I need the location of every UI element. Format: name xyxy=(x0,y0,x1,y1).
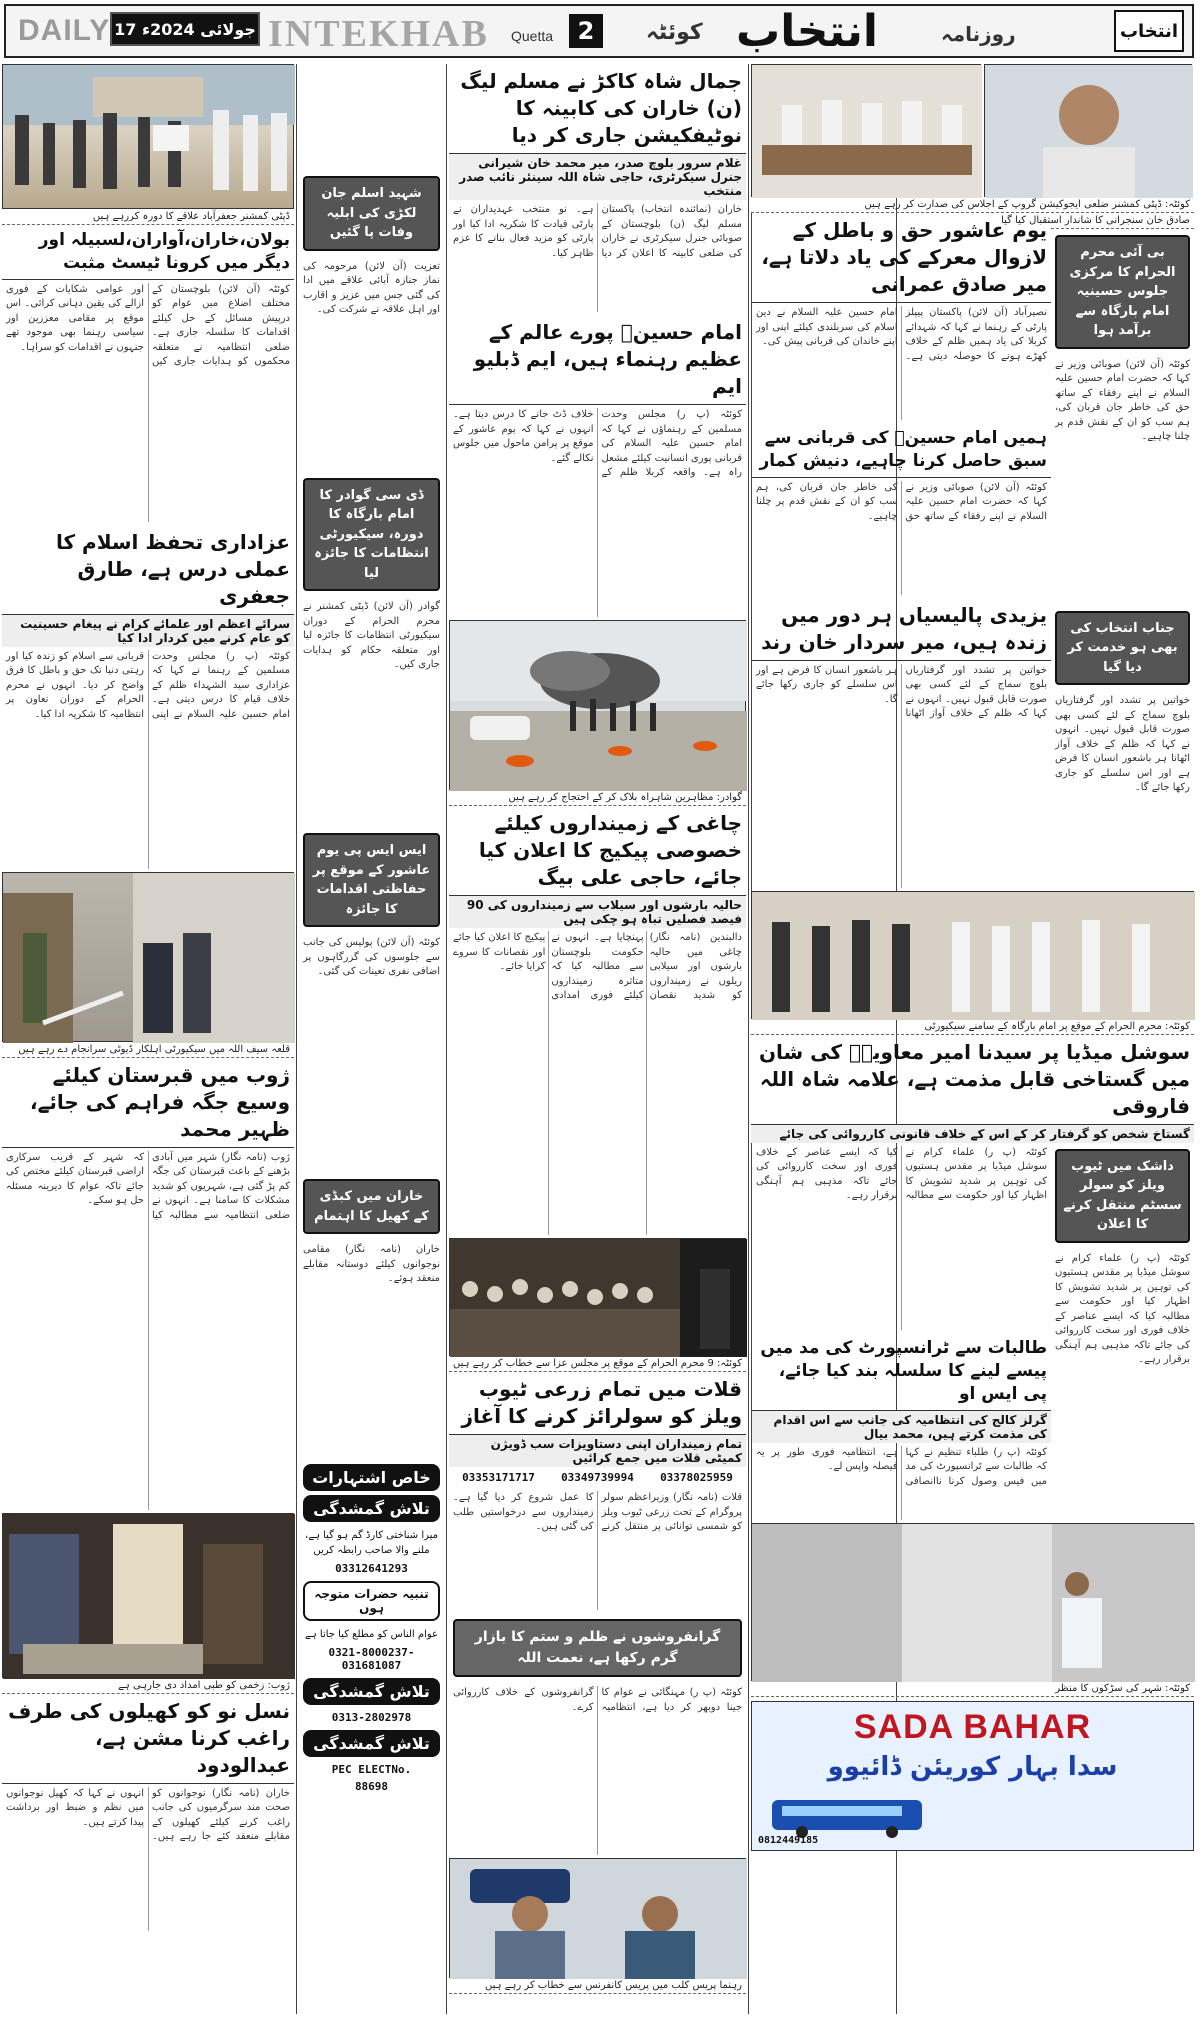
classified-heading: تلاش گمشدگی xyxy=(303,1495,440,1522)
article-body: خاران (نامہ نگار) مقامی نوجوانوں کیلئے دوستانہ مقابلے منعقد ہوئے۔ xyxy=(303,1244,440,1284)
headline: یزیدی پالیسیاں ہر دور میں زندہ ہیں، میر سردار خان رند xyxy=(752,598,1051,661)
classified-text: PEC ELECTNo. xyxy=(331,1763,412,1776)
column-divider xyxy=(748,64,749,2014)
urdu-title: انتخاب xyxy=(736,6,879,57)
newspaper-logo: انتخاب xyxy=(1114,10,1184,52)
right-main-2 xyxy=(751,1143,1051,1523)
photo-people-walking xyxy=(3,65,295,210)
ad-phone: 0812449185 xyxy=(758,1834,819,1846)
notice-box: ڈی سی گوادر کا امام بارگاہ کا دورہ، سیکیورٹی انتظامات کا جائزہ لیا xyxy=(303,478,440,592)
photo-caption: قلعہ سیف اللہ میں سیکیورٹی اہلکار ڈیوٹی سرانجام دے رہے ہیں xyxy=(2,1042,294,1058)
headline: یوم عاشور حق و باطل کے لازوال معرکے کی یاد دلاتا ہے، میر صادق عمرانی xyxy=(752,213,1051,303)
article-body: قلات (نامہ نگار) وزیراعظم سولر پروگرام کے تحت زرعی ٹیوب ویلز کو شمسی توانائی پر منتقل کرنے کا عمل شروع کر دیا گیا ہے۔ زمینداروں سے درخواستیں طلب کی گئی ہیں۔ xyxy=(453,1492,742,1532)
headline: جمال شاہ کاکڑ نے مسلم لیگ (ن) خاران کی کابینہ کا نوٹیفکیشن جاری کر دیا xyxy=(449,64,746,154)
article-body: خواتین پر تشدد اور گرفتاریاں بلوچ سماج کے لئے کسی بھی صورت قابل قبول نہیں۔ انہوں نے کہا کہ ظلم کے خلاف آواز اٹھانا ہر باشعور انسان کا فرض ہے اور اس سلسلے کو جاری رکھا جائے گا۔ xyxy=(756,664,1047,720)
notice-box: جناب انتخاب کی بھی ہو خدمت کر دیا گیا xyxy=(1055,611,1190,686)
article-body: کوئٹہ (پ ر) علماء کرام نے سوشل میڈیا پر مقدس ہستیوں کی توہین پر شدید تشویش کا اظہار کیا اور حکومت سے مطالبہ کیا کہ ایسے عناصر کے خلاف فوری اور سخت کارروائی کی جائے تاکہ مذہبی ہم آہنگی برقرار رہے۔ xyxy=(756,1146,1047,1202)
photo-security-street xyxy=(752,892,1195,1020)
photo-row xyxy=(751,64,1194,197)
photo-injured-treatment xyxy=(3,1514,295,1679)
photo-security-personnel xyxy=(3,873,295,1043)
photo-portrait xyxy=(985,65,1193,198)
article-body: خاران (نمائندہ انتخاب) پاکستان مسلم لیگ (ن) بلوچستان کے صوبائی جنرل سیکرٹری نے خاران کی ضلعی کابینہ کا اعلان کر دیا ہے۔ نو منتخب عہدیداران نے پارٹی قیادت کا شکریہ ادا کیا اور پارٹی کو مزید فعال بنانے کا عزم ظاہر کیا۔ xyxy=(453,204,742,259)
classified-title: خاص اشتہارات xyxy=(303,1464,440,1491)
article-body: دالبندین (نامہ نگار) چاغی میں حالیہ بارشوں اور سیلابی ریلوں نے زمینداروں کو شدید نقصان پہنچایا ہے۔ انہوں نے حکومت بلوچستان سے مطالبہ کیا کہ متاثرہ زمینداروں کیلئے فوری امدادی پیکیج کا اعلان کیا جائے اور نقصانات کا سروے کرایا جائے۔ xyxy=(453,932,742,1001)
right-split-2 xyxy=(751,1143,1194,1523)
headline: ژوب میں قبرستان کیلئے وسیع جگہ فراہم کی جائے، ظہیر محمد xyxy=(2,1058,294,1148)
photo-caption: ڈپٹی کمشنر جعفرآباد علاقے کا دورہ کررہے ہیں xyxy=(2,209,294,225)
right-side xyxy=(1001,213,1194,891)
headline: سوشل میڈیا پر سیدنا امیر معاویہؓ کی شان میں گستاخی قابل مذمت ہے، علامہ شاہ اللہ فاروقی xyxy=(751,1035,1194,1125)
phone-list xyxy=(449,1467,746,1488)
english-title: INTEKHAB xyxy=(268,13,489,55)
classified-phone: 88698 xyxy=(354,1780,389,1793)
article-body: خاران (نامہ نگار) نوجوانوں کو صحت مند سرگرمیوں کی جانب راغب کرنے کیلئے کھیلوں کے مقابلے منعقد کئے جا رہے ہیں۔ انہوں نے کہا کہ کھیل نوجوانوں میں نظم و ضبط اور برداشت پیدا کرتے ہیں۔ xyxy=(6,1787,290,1843)
headline: ہمیں امام حسینؑ کی قربانی سے سبق حاصل کرنا چاہیے، دنیش کمار xyxy=(752,423,1051,478)
classified-phone: 03312641293 xyxy=(335,1562,408,1575)
phone-number: 03378025959 xyxy=(660,1471,733,1484)
subheadline: حالیہ بارشوں اور سیلاب سے زمینداروں کی 90 فیصد فصلیں تباہ ہو چکی ہیں xyxy=(449,896,746,928)
headline: بولان،خاران،آواران،لسبیلہ اور دیگر میں کرونا ٹیسٹ مثبت xyxy=(2,225,294,280)
headline: نسل نو کو کھیلوں کی طرف راغب کرنا مشن ہے، عبدالودود xyxy=(2,1694,294,1784)
classified-text: عوام الناس کو مطلع کیا جاتا ہے xyxy=(305,1629,438,1640)
right-main xyxy=(751,213,1051,891)
article-body: کوئٹہ (آن لائن) بلوچستان کے مختلف اضلاع میں عوام کو درپیش مسائل کے حل کیلئے اقدامات کا سلسلہ جاری ہے۔ ضلعی انتظامیہ نے متعلقہ محکموں کو ہدایات جاری کیں اور عوامی شکایات کے فوری ازالے کی یقین دہانی کرائی۔ اس موقع پر مقامی معززین اور سیاسی رہنما بھی موجود تھے جنہوں نے اقدامات کو سراہا۔ xyxy=(6,283,290,368)
news-photo xyxy=(449,1858,746,1978)
article-body: کوئٹہ (پ ر) مجلس وحدت مسلمین کے رہنماؤں نے کہا کہ امام حسین علیہ السلام کی قربانی پوری انسانیت کیلئے مشعل راہ ہے۔ واقعہ کربلا ظلم کے خلاف ڈٹ جانے کا درس دیتا ہے۔ انہوں نے کہا کہ یوم عاشور کے موقع پر پرامن ماحول میں جلوس نکالے گئے۔ xyxy=(453,409,742,478)
article-body: کوئٹہ (آن لائن) صوبائی وزیر نے کہا کہ حضرت امام حسین علیہ السلام نے اپنے رفقاء کے ساتھ حق کی خاطر جان قربان کی، ہم سب کو ان کے نقش قدم پر چلنا چاہیے۔ xyxy=(756,481,1047,522)
subheadline: گستاخ شخص کو گرفتار کر کے اس کے خلاف قانونی کارروائی کی جائے xyxy=(751,1125,1194,1143)
article-body: ژوب (نامہ نگار) شہر میں آبادی بڑھنے کے باعث قبرستان کی جگہ کم پڑ گئی ہے، شہریوں کو شدید مشکلات کا سامنا ہے۔ انہوں نے ضلعی انتظامیہ سے مطالبہ کیا کہ شہر کے قریب سرکاری اراضی قبرستان کیلئے مختص کی جائے تاکہ عوام کا دیرینہ مسئلہ حل ہو سکے۔ xyxy=(6,1151,290,1221)
photo-caption: کوئٹہ: شہر کی سڑکوں کا منظر xyxy=(751,1681,1194,1697)
news-photo xyxy=(2,64,294,209)
photo-caption: رہنما پریس کلب میں پریس کانفرنس سے خطاب کر رہے ہیں xyxy=(449,1978,746,1994)
headline: عزاداری تحفظ اسلام کا عملی درس ہے، طارق جعفری xyxy=(2,525,294,615)
notice-box: خاران میں کبڈی کے کھیل کا اہتمام xyxy=(303,1179,440,1234)
article-body: کوئٹہ (پ ر) مجلس وحدت مسلمین کے رہنما نے کہا کہ عزاداری سید الشہداء ظلم کے خلاف قیام کا درس دیتی ہے۔ امام حسین علیہ السلام نے اپنی قربانی سے اسلام کو زندہ کیا اور رہتی دنیا تک حق و باطل کا فرق واضح کر دیا۔ انہوں نے محرم الحرام کے دوران تعاون پر انتظامیہ کا شکریہ ادا کیا۔ xyxy=(6,650,290,720)
headline: طالبات سے ٹرانسپورٹ کی مد میں پیسے لینے کا سلسلہ بند کیا جائے، پی ایس او xyxy=(752,1333,1051,1411)
city-label: Quetta xyxy=(511,28,554,44)
bus-icon xyxy=(772,1794,922,1838)
masthead xyxy=(4,4,1194,58)
classified-text: میرا شناختی کارڈ گم ہو گیا ہے، ملنے والا صاحب رابطہ کریں xyxy=(304,1530,439,1556)
roznama-label: روزنامہ xyxy=(941,22,1016,46)
photo-caption: کوئٹہ: 9 محرم الحرام کے موقع پر مجلس عزا سے خطاب کر رہے ہیں xyxy=(449,1356,746,1372)
article-body: کوئٹہ (آن لائن) صوبائی وزیر نے کہا کہ حضرت امام حسین علیہ السلام نے اپنے رفقاء کے ساتھ حق کی خاطر جان قربان کی، ہم سب کو ان کے نقش قدم پر چلنا چاہیے۔ xyxy=(1055,358,1190,442)
subheadline: گرلز کالج کی انتظامیہ کی جانب سے اس اقدام کی مذمت کرتے ہیں، محمد بیال xyxy=(752,1411,1051,1443)
ad-brand-english: SADA BAHAR xyxy=(853,1707,1092,1746)
photo-street-view xyxy=(752,1524,1195,1682)
notice-box: بی آئی محرم الحرام کا مرکزی جلوس حسینیہ امام بارگاہ سے برآمد ہوا xyxy=(1055,235,1190,349)
news-photo xyxy=(751,891,1194,1019)
phone-number: 03349739994 xyxy=(561,1471,634,1484)
photo-majlis-gathering xyxy=(450,1239,747,1357)
news-photo xyxy=(751,64,981,197)
news-photo xyxy=(2,1513,294,1678)
headline-box: گرانفروشوں نے ظلم و ستم کا بازار گرم رکھا ہے، نعمت اللہ xyxy=(453,1619,742,1677)
right-side-2 xyxy=(1051,1143,1194,1523)
center-column xyxy=(449,64,746,1994)
news-photo xyxy=(449,620,746,790)
subheadline: غلام سرور بلوچ صدر، میر محمد خان شیرانی جنرل سیکرٹری، حاجی شاہ اللہ سینئر نائب صدر منتخب xyxy=(449,154,746,200)
photo-meeting xyxy=(752,65,982,198)
classified-phone: 0313-2802978 xyxy=(331,1711,412,1724)
news-photo xyxy=(984,64,1192,197)
subheadline: تمام زمینداران اپنی دستاویزات سب ڈویژن کمیٹی قلات میں جمع کرائیں xyxy=(449,1435,746,1467)
photo-caption: کوئٹہ: ڈپٹی کمشنر ضلعی ایجوکیشن گروپ کے اجلاس کی صدارت کر رہے ہیں xyxy=(751,197,1194,213)
photo-road-protest xyxy=(450,621,747,791)
headline: امام حسینؑ پورے عالم کے عظیم رہنماء ہیں، ایم ڈبلیو ایم xyxy=(449,315,746,405)
notice-box: شہید اسلم جان لکڑی کی ابلیہ وفات پا گئیں xyxy=(303,176,440,251)
urdu-city: کوئٹہ xyxy=(646,20,703,45)
column-divider xyxy=(446,64,447,2014)
headline: چاغی کے زمینداروں کیلئے خصوصی پیکیج کا اعلان کیا جائے، حاجی علی بیگ xyxy=(449,806,746,896)
photo-caption: کوئٹہ: محرم الحرام کے موقع پر امام بارگاہ کے سامنے سیکیورٹی xyxy=(751,1019,1194,1035)
article-body: خواتین پر تشدد اور گرفتاریاں بلوچ سماج کے لئے کسی بھی صورت قابل قبول نہیں۔ انہوں نے کہا کہ ظلم کے خلاف آواز اٹھانا ہر باشعور انسان کا فرض ہے اور اس سلسلے کو جاری رکھا جائے گا۔ xyxy=(1055,695,1190,793)
classified-heading: تلاش گمشدگی xyxy=(303,1678,440,1705)
classified-heading: تلاش گمشدگی xyxy=(303,1730,440,1757)
column-divider xyxy=(296,64,297,2014)
sada-bahar-ad xyxy=(751,1701,1194,1851)
subheadline: سرائے اعظم اور علمائے کرام نے پیغام حسینیت کو عام کرنے میں کردار ادا کیا xyxy=(2,615,294,647)
notice-box: ایس ایس پی یوم عاشور کے موقع پر حفاظتی اقدامات کا جائزہ xyxy=(303,833,440,927)
news-photo xyxy=(449,1238,746,1356)
classified-phone: 0321-8000237-031681087 xyxy=(328,1646,415,1672)
right-split xyxy=(751,213,1194,891)
notice-box: داشک میں ٹیوب ویلز کو سولر سسٹم منتقل کرنے کا اعلان xyxy=(1055,1149,1190,1243)
ad-brand-urdu: سدا بہار کوریئن ڈائیوو xyxy=(827,1751,1118,1782)
headline: قلات میں تمام زرعی ٹیوب ویلز کو سولرائز کرنے کا آغاز xyxy=(449,1372,746,1435)
page-number: 2 xyxy=(569,14,603,48)
right-column xyxy=(751,64,1194,1851)
article-body: کوئٹہ (پ ر) طلباء تنظیم نے کہا کہ طالبات سے ٹرانسپورٹ کی مد میں فیس وصول کرنا ناانصافی ہے، انتظامیہ فوری طور پر یہ فیصلہ واپس لے۔ xyxy=(756,1446,1047,1487)
article-body: گوادر (آن لائن) ڈپٹی کمشنر نے محرم الحرام کے دوران سیکیورٹی انتظامات کا جائزہ لیا اور متعلقہ حکام کو ہدایات جاری کیں۔ xyxy=(303,601,440,670)
news-photo xyxy=(751,1523,1194,1681)
phone-number: 03353171717 xyxy=(462,1471,535,1484)
photo-caption: ژوب: زخمی کو طبی امداد دی جارہی ہے xyxy=(2,1678,294,1694)
daily-label: DAILY xyxy=(18,14,111,47)
issue-date: 17 جولائی 2024ء xyxy=(110,12,260,46)
classified-heading: تنبیہ حضرات متوجہ ہوں xyxy=(303,1581,440,1621)
photo-press-conference xyxy=(450,1859,747,1979)
article-body: کوئٹہ (آن لائن) پولیس کی جانب سے جلوسوں کی گزرگاہوں پر اضافی نفری تعینات کی گئی۔ xyxy=(303,937,440,977)
photo-caption: گوادر: مظاہرین شاہراہ بلاک کر کے احتجاج کر رہے ہیں xyxy=(449,790,746,806)
left-column xyxy=(2,64,294,1934)
article-body: نصیرآباد (آن لائن) پاکستان پیپلز پارٹی کے رہنما نے کہا کہ شہدائے کربلا کی یاد ہمیں ظلم کے خلاف کھڑے ہونے کا حوصلہ دیتی ہے۔ امام حسین علیہ السلام نے دین اسلام کی سربلندی کیلئے اپنی اور اپنے خاندان کی قربانی پیش کی۔ xyxy=(756,307,1047,362)
article-body: کوئٹہ (پ ر) مہنگائی نے عوام کا جینا دوبھر کر دیا ہے، انتظامیہ گرانفروشوں کے خلاف کارروائی کرے۔ xyxy=(453,1687,742,1713)
narrow-column xyxy=(299,64,444,1795)
article-body: کوئٹہ (پ ر) علماء کرام نے سوشل میڈیا پر مقدس ہستیوں کی توہین پر شدید تشویش کا اظہار کیا اور حکومت سے مطالبہ کیا کہ ایسے عناصر کے خلاف فوری اور سخت کارروائی کی جائے تاکہ مذہبی ہم آہنگی برقرار رہے۔ xyxy=(1055,1252,1190,1366)
news-photo xyxy=(2,872,294,1042)
side-caption: صادق خان سنجرانی کا شاندار استقبال کیا گیا xyxy=(1051,213,1194,229)
article-body: تعزیت (آن لائن) مرحومہ کی نماز جنازہ آبائی علاقے میں ادا کی گئی جس میں عزیز و اقارب اور اہل علاقہ نے شرکت کی۔ xyxy=(303,260,440,315)
